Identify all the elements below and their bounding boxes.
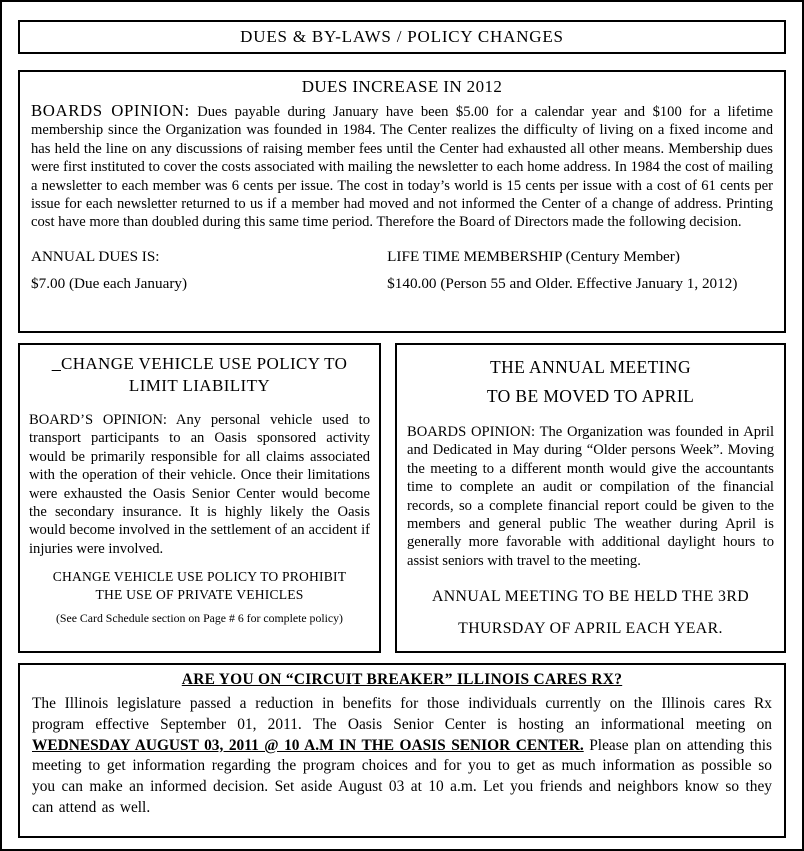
- dues-summary: [31, 248, 773, 293]
- vehicle-policy-note: (See Card Schedule section on Page # 6 for complete policy): [56, 611, 343, 626]
- annual-meeting-section: [395, 343, 786, 653]
- annual-meeting-announcement-line1: ANNUAL MEETING TO BE HELD THE 3RD: [431, 588, 750, 606]
- vehicle-policy-statement: [29, 568, 370, 604]
- vehicle-policy-paragraph: BOARD’S OPINION: Any personal vehicle used to transport participants to an Oasis sponsored activity would be primarily responsible for all claims associated with the operation of their vehicle. Once their limitations were exhausted the Oasis Senior Center would become the secondary insurance. It is highly likely the Oasis would become involved in the settlement of an accident if injuries were involved.: [29, 412, 370, 557]
- boards-opinion-label: BOARDS OPINION:: [31, 101, 190, 120]
- annual-meeting-announcement: [407, 588, 774, 638]
- annual-meeting-announcement-line2: THURSDAY OF APRIL EACH YEAR.: [458, 620, 723, 638]
- underline-mark: [52, 354, 61, 373]
- dues-increase-title: DUES INCREASE IN 2012: [301, 77, 503, 96]
- rx-text-after: Please plan on attending this meeting to get information regarding the program choices and for you to get as much information as possible so you can make an informed decision. Set aside August 03 at 10 a.m. Let you friends and neighbors know so they can attend as well.: [32, 736, 772, 816]
- annual-meeting-title: [407, 353, 774, 411]
- circuit-breaker-title: ARE YOU ON “CIRCUIT BREAKER” ILLINOIS CARES RX?: [181, 671, 623, 688]
- policy-columns: [18, 343, 786, 653]
- annual-dues-label: ANNUAL DUES IS:: [31, 247, 160, 265]
- boards-opinion-text: Dues payable during January have been $5.00 for a calendar year and $100 for a lifetime membership since the Organization was founded in 1984. The Center realizes the difficulty of living on a fixed income and has held the line on any discussions of raising member fees until the Center had exhausted all other means. Membership dues were first instituted to cover the costs associated with mailing the newsletter to each home address. In 1984 the cost of mailing a newsletter to each member was 6 cents per issue. The cost in today’s world is 15 cents per issue with a cost of 61 cents per issue for each newsletter returned to us if a member had moved and not informed the Center of a change of address. Printing cost have more than doubled during this same time period. Therefore the Board of Directors made the following decision.: [31, 104, 773, 231]
- dues-increase-paragraph: [31, 102, 773, 232]
- vehicle-policy-statement-line2: THE USE OF PRIVATE VEHICLES: [95, 587, 304, 603]
- annual-dues-column: [31, 248, 387, 293]
- annual-dues-value: $7.00 (Due each January): [31, 274, 188, 292]
- annual-meeting-paragraph: BOARDS OPINION: The Organization was founded in April and Dedicated in May during “Older persons Week”. Moving the meeting to a different month would give the accountants time to complete an audit or compilation of the financial records, so a complete financial report could be given to the members and general public The weather during April is generally more favorable with additional daylight hours to assist seniors with travel to the meeting.: [407, 424, 774, 569]
- circuit-breaker-section: [18, 663, 786, 838]
- lifetime-membership-value: $140.00 (Person 55 and Older. Effective January 1, 2012): [387, 274, 738, 292]
- vehicle-policy-title-line1: CHANGE VEHICLE USE POLICY TO: [29, 353, 370, 375]
- lifetime-membership-column: [387, 248, 773, 293]
- rx-text-before: The Illinois legislature passed a reduction in benefits for those individuals currently on the Illinois cares Rx program effective September 01, 2011. The Oasis Senior Center is hosting an informational meeting on: [32, 695, 772, 733]
- lifetime-membership-label: LIFE TIME MEMBERSHIP (Century Member): [387, 247, 680, 265]
- dues-increase-section: [18, 70, 786, 333]
- vehicle-policy-section: [18, 343, 381, 653]
- vehicle-policy-title: [29, 353, 370, 397]
- vehicle-policy-title-line2: LIMIT LIABILITY: [128, 376, 271, 395]
- vehicle-policy-statement-line1: CHANGE VEHICLE USE POLICY TO PROHIBIT: [52, 569, 347, 585]
- circuit-breaker-paragraph: [32, 694, 772, 819]
- rx-meeting-emphasis: WEDNESDAY AUGUST 03, 2011 @ 10 A.M IN THE OASIS SENIOR CENTER.: [32, 736, 584, 754]
- header-banner: [18, 20, 786, 54]
- annual-meeting-title-line1: THE ANNUAL MEETING: [490, 357, 691, 377]
- annual-meeting-title-line2: TO BE MOVED TO APRIL: [486, 386, 695, 406]
- page-title: DUES & BY-LAWS / POLICY CHANGES: [240, 27, 564, 46]
